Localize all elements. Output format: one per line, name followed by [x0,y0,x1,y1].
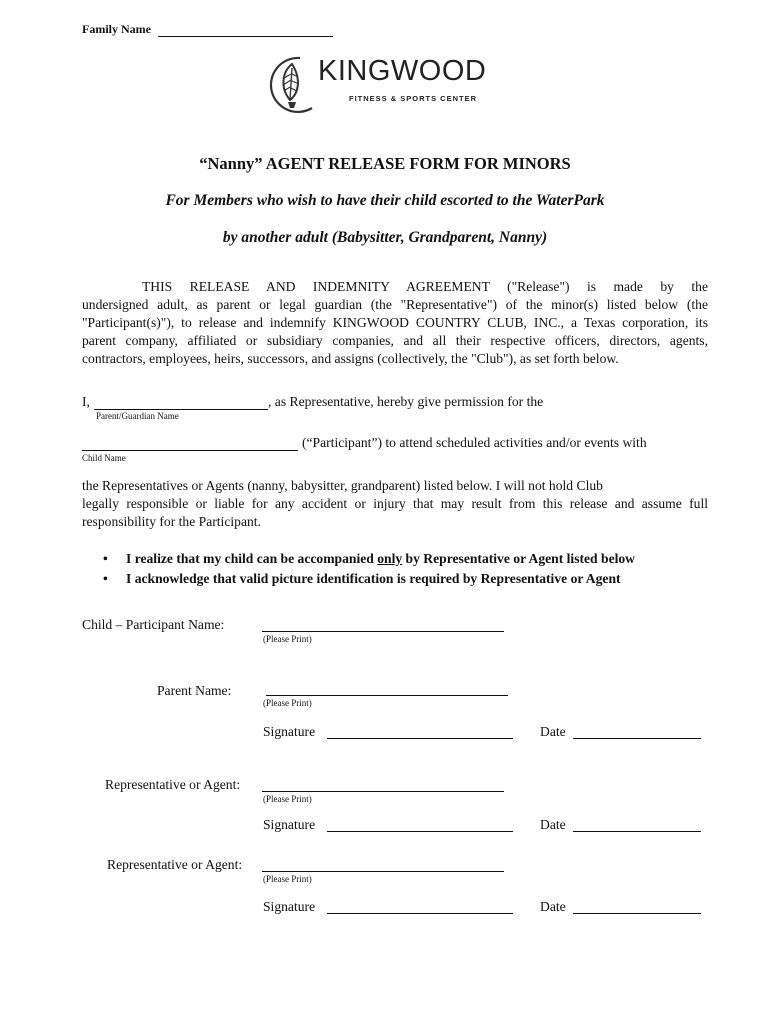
logo-wordmark: KINGWOOD [318,55,487,87]
parent-name-label: Parent Name: [157,683,232,698]
date-label: Date [540,724,566,739]
release-line: contractors, employees, heirs, successors, and assigns (collectively, the "Club"), as set forth below. [82,351,619,366]
release-line: parent company, affiliated or subsidiary companies, and all their respective officers, directors, agents, [82,333,708,348]
logo-subtitle: FITNESS & SPORTS CENTER [349,94,478,103]
body-line: responsibility for the Participant. [82,514,261,529]
signature-label: Signature [263,724,316,739]
parent-date-field[interactable] [573,738,701,739]
permission-suffix: , as Representative, hereby give permission for the [268,394,544,409]
child-participant-label: Child – Participant Name: [82,617,225,632]
child-name-field[interactable] [82,450,298,451]
list-item: • I acknowledge that valid picture identification is required by Representative or Agent [103,569,635,589]
representative-1-date-field[interactable] [573,831,701,832]
representative-1-label: Representative or Agent: [105,777,241,792]
acknowledgement-list [103,549,635,588]
child-participant-name-field[interactable] [262,631,504,632]
responsibility-paragraph [82,477,708,531]
form-subtitle-2: by another adult (Babysitter, Grandparent, Nanny) [222,229,548,246]
representative-1-signature-field[interactable] [327,831,513,832]
release-line: undersigned adult, as parent or legal guardian (the "Representative") of the minor(s) listed below (the [82,297,708,312]
representative-2-date-field[interactable] [573,913,701,914]
signature-label: Signature [263,817,316,832]
bullet-icon: • [103,570,108,586]
parent-name-field[interactable] [266,695,508,696]
date-label: Date [540,817,566,832]
date-label: Date [540,899,566,914]
bullet-icon: • [103,551,108,566]
body-line: the Representatives or Agents (nanny, babysitter, grandparent) listed below. I will not hold Club [82,478,603,493]
body-line: legally responsible or liable for any accident or injury that may result from this release and assume full [82,496,708,511]
signature-label: Signature [263,899,316,914]
parent-guardian-caption: Parent/Guardian Name [96,411,179,421]
participant-suffix: (“Participant”) to attend scheduled activities and/or events with [302,435,647,450]
form-subtitle-1: For Members who wish to have their child escorted to the WaterPark [165,192,605,209]
please-print-caption: (Please Print) [263,634,312,644]
representative-2-name-field[interactable] [262,871,504,872]
family-name-field[interactable] [158,24,333,37]
release-line: THIS RELEASE AND INDEMNITY AGREEMENT ("Release") is made by the [142,279,708,294]
family-name-label: Family Name [82,22,151,36]
parent-signature-field[interactable] [327,738,513,739]
form-title: “Nanny” AGENT RELEASE FORM FOR MINORS [199,154,571,173]
list-item: • I realize that my child can be accompanied only by Representative or Agent listed below [103,549,635,569]
please-print-caption: (Please Print) [263,698,312,708]
parent-guardian-name-field[interactable] [94,409,268,410]
child-name-caption: Child Name [82,453,126,463]
representative-2-signature-field[interactable] [327,913,513,914]
release-paragraph [82,278,708,368]
release-line: "Participant(s)"), to release and indemnify KINGWOOD COUNTRY CLUB, INC., a Texas corporation, its [82,315,708,330]
please-print-caption: (Please Print) [263,874,312,884]
representative-2-label: Representative or Agent: [107,857,243,872]
please-print-caption: (Please Print) [263,794,312,804]
permission-prefix: I, [82,394,90,409]
representative-1-name-field[interactable] [262,791,504,792]
